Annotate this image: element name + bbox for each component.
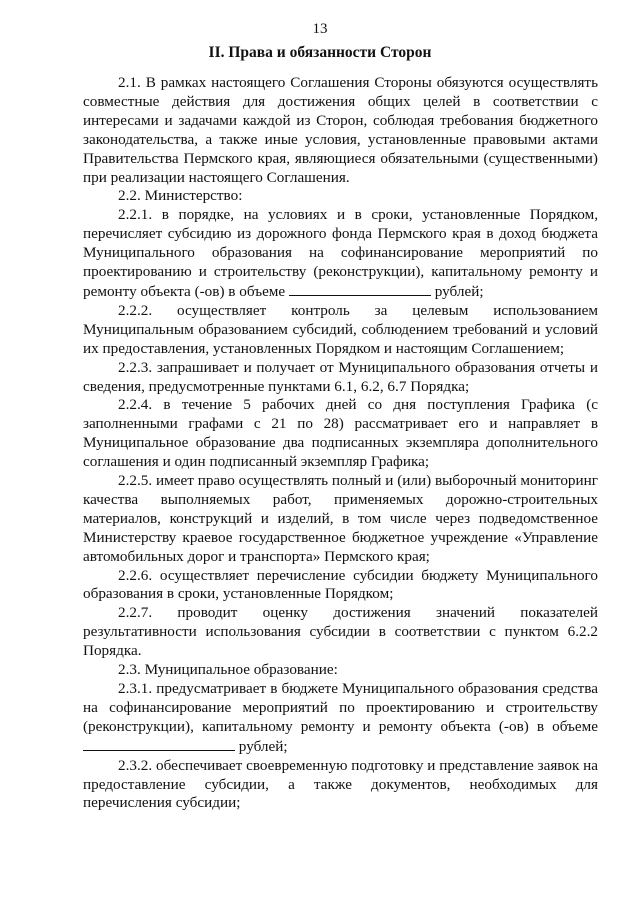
document-body	[83, 74, 598, 813]
page-number: 13	[312, 21, 328, 37]
amount-blank-line	[83, 737, 235, 751]
paragraph-2-2: 2.2. Министерство:	[118, 187, 243, 205]
paragraph-2-2-7: 2.2.7. проводит оценку достижения значений показателей результативности использования субсидии в соответствии с пунктом 6.2.2 Порядка.	[83, 604, 598, 660]
paragraph-2-2-3: 2.2.3. запрашивает и получает от Муниципального образования отчеты и сведения, предусмотренные пунктами 6.1, 6.2, 6.7 Порядка;	[83, 358, 598, 395]
paragraph-2-3-1	[83, 680, 598, 757]
paragraph-2-2-1-text: 2.2.1. в порядке, на условиях и в сроки, установленные Порядком, перечисляет субсидию из дорожного фонда Пермского края в доход бюджета Муниципального образования на софинансирование мероприятий по проектированию и строительству (реконструкции), капитальному ремонту и ремонту объекта (-ов) в объеме	[83, 206, 598, 300]
amount-blank-line	[289, 282, 431, 296]
paragraph-2-2-4: 2.2.4. в течение 5 рабочих дней со дня поступления Графика (с заполненными графами с 21 по 28) рассматривает его и направляет в Муниципальное образование два подписанных экземпляра дополнительного соглашения и один подписанный экземпляр Графика;	[83, 396, 598, 471]
paragraph-2-2-2: 2.2.2. осуществляет контроль за целевым использованием Муниципальным образованием субсидий, соблюдением требований и условий их предоставления, установленных Порядком и настоящим Соглашением;	[83, 301, 598, 357]
paragraph-2-2-5: 2.2.5. имеет право осуществлять полный и (или) выборочный мониторинг качества выполняемых работ, применяемых дорожно-строительных материалов, конструкций и изделий, в том числе через подведомственное Министерству краевое государственное бюджетное учреждение «Управление автомобильных дорог и транспорта» Пермского края;	[83, 472, 598, 565]
paragraph-2-1: 2.1. В рамках настоящего Соглашения Стороны обязуются осуществлять совместные действия для достижения общих целей в соответствии с интересами и задачами каждой из Сторон, соблюдая требования бюджетного законодательства, а также иные условия, установленные правовыми актами Правительства Пермского края, являющиеся обязательными (существенными) при реализации настоящего Соглашения.	[83, 74, 598, 186]
paragraph-2-3-2: 2.3.2. обеспечивает своевременную подготовку и представление заявок на предоставление субсидии, а также документов, необходимых для перечисления субсидии;	[83, 756, 599, 812]
paragraph-2-2-1-unit: рублей;	[434, 282, 484, 300]
paragraph-2-3-1-unit: рублей;	[238, 737, 288, 755]
paragraph-2-2-6: 2.2.6. осуществляет перечисление субсидии бюджету Муниципального образования в сроки, установленные Порядком;	[83, 566, 598, 603]
paragraph-2-3: 2.3. Муниципальное образование:	[118, 661, 338, 679]
paragraph-2-3-1-text: 2.3.1. предусматривает в бюджете Муниципального образования средства на софинансирование мероприятий по проектированию и строительству (реконструкции), капитальному ремонту и ремонту объекта (-ов) в объеме	[83, 680, 598, 735]
paragraph-2-2-1	[83, 206, 598, 302]
section-title: II. Права и обязанности Сторон	[208, 44, 432, 61]
